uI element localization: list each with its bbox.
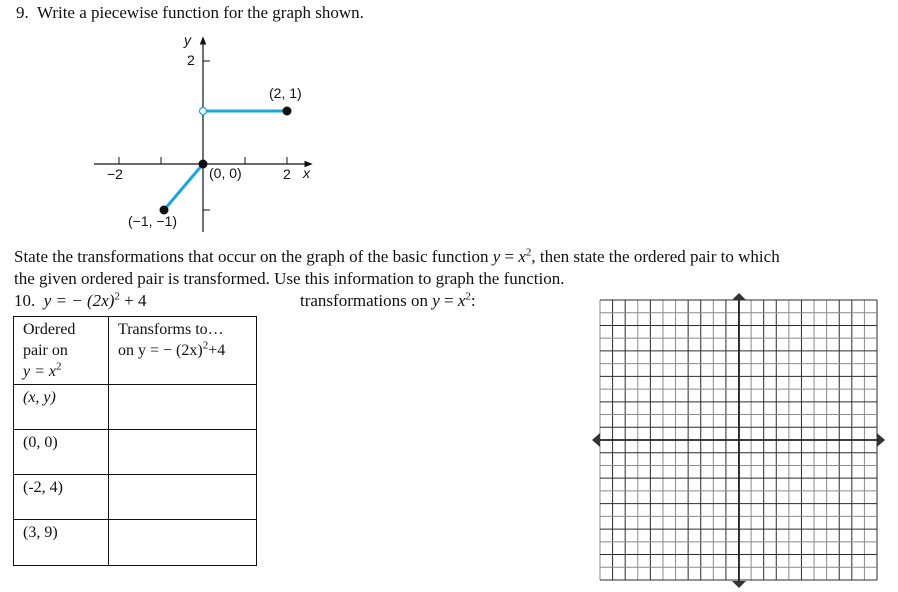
closed-point-icon <box>199 160 208 169</box>
header-transforms-to <box>109 317 257 385</box>
arrow-up-icon <box>732 293 746 300</box>
table-row <box>14 385 257 430</box>
instruction-text: , then state the ordered pair to which <box>531 247 780 266</box>
header-eq-text: y = x <box>23 363 56 380</box>
instructions-line-2: the given ordered pair is transformed. Use this information to graph the function. <box>14 269 565 288</box>
open-point-icon <box>200 108 207 115</box>
header-text: Transforms to… <box>118 321 224 338</box>
segment-diagonal <box>164 164 203 210</box>
x-tick-label: −2 <box>107 166 123 182</box>
var-x: x <box>457 291 466 310</box>
x-tick-label: 2 <box>283 166 291 182</box>
var-x: x <box>518 247 526 266</box>
x-axis-label: x <box>303 165 310 181</box>
instruction-text: State the transformations that occur on the graph of the basic function <box>14 247 493 266</box>
equation-lhs: y = − (2x) <box>43 291 115 310</box>
problem-number: 9. <box>16 3 29 22</box>
pair-cell: (3, 9) <box>14 520 109 566</box>
answer-cell[interactable] <box>109 520 257 566</box>
var-y: y <box>432 291 440 310</box>
instructions-line-1 <box>14 247 780 267</box>
point-label: (2, 1) <box>269 85 302 101</box>
var-y: y <box>492 247 501 266</box>
table-header-row <box>14 317 257 385</box>
header-eq-suffix: +4 <box>208 342 226 359</box>
pair-cell: (-2, 4) <box>14 475 109 520</box>
header-text: Ordered <box>23 321 76 338</box>
equation-suffix: + 4 <box>119 291 147 310</box>
arrow-left-icon <box>592 433 600 447</box>
arrow-down-icon <box>732 581 746 588</box>
point-label: (−1, −1) <box>128 213 178 229</box>
piecewise-graph <box>80 20 340 250</box>
transformations-text: transformations on <box>300 291 433 310</box>
answer-cell[interactable] <box>109 430 257 475</box>
header-eq-text: on y = − (2x) <box>118 342 203 359</box>
transformations-label: transformations on $y = x^2$: <box>300 290 476 310</box>
pair-cell: (0, 0) <box>14 430 109 475</box>
table-row <box>14 430 257 475</box>
header-ordered-pair <box>14 317 109 385</box>
arrow-right-icon <box>877 433 885 447</box>
header-equation: on y = − $(2x)^2+4$ <box>118 339 226 359</box>
exponent: 2 <box>465 290 471 303</box>
coordinate-grid[interactable] <box>590 290 890 592</box>
equals: = <box>439 291 458 310</box>
answer-cell[interactable] <box>109 385 257 430</box>
equals: = <box>500 247 519 266</box>
exponent: 2 <box>525 246 532 259</box>
point-label: (0, 0) <box>209 165 242 181</box>
exponent: 2 <box>114 290 120 303</box>
answer-cell[interactable] <box>109 475 257 520</box>
pair-text: (x, y) <box>23 389 56 406</box>
problem-number: 10. <box>14 291 36 310</box>
y-axis-label: y <box>184 32 191 48</box>
transformation-table <box>13 316 257 566</box>
y-tick-label: 2 <box>187 52 195 68</box>
header-equation: $y = x^2$ <box>23 360 62 380</box>
problem-prompt: Write a piecewise function for the graph shown. <box>36 3 364 22</box>
closed-point-icon <box>283 107 292 116</box>
table-row <box>14 475 257 520</box>
pair-cell <box>14 385 109 430</box>
table-row <box>14 520 257 566</box>
problem-10-equation <box>14 291 146 311</box>
header-text: pair on <box>23 342 68 359</box>
